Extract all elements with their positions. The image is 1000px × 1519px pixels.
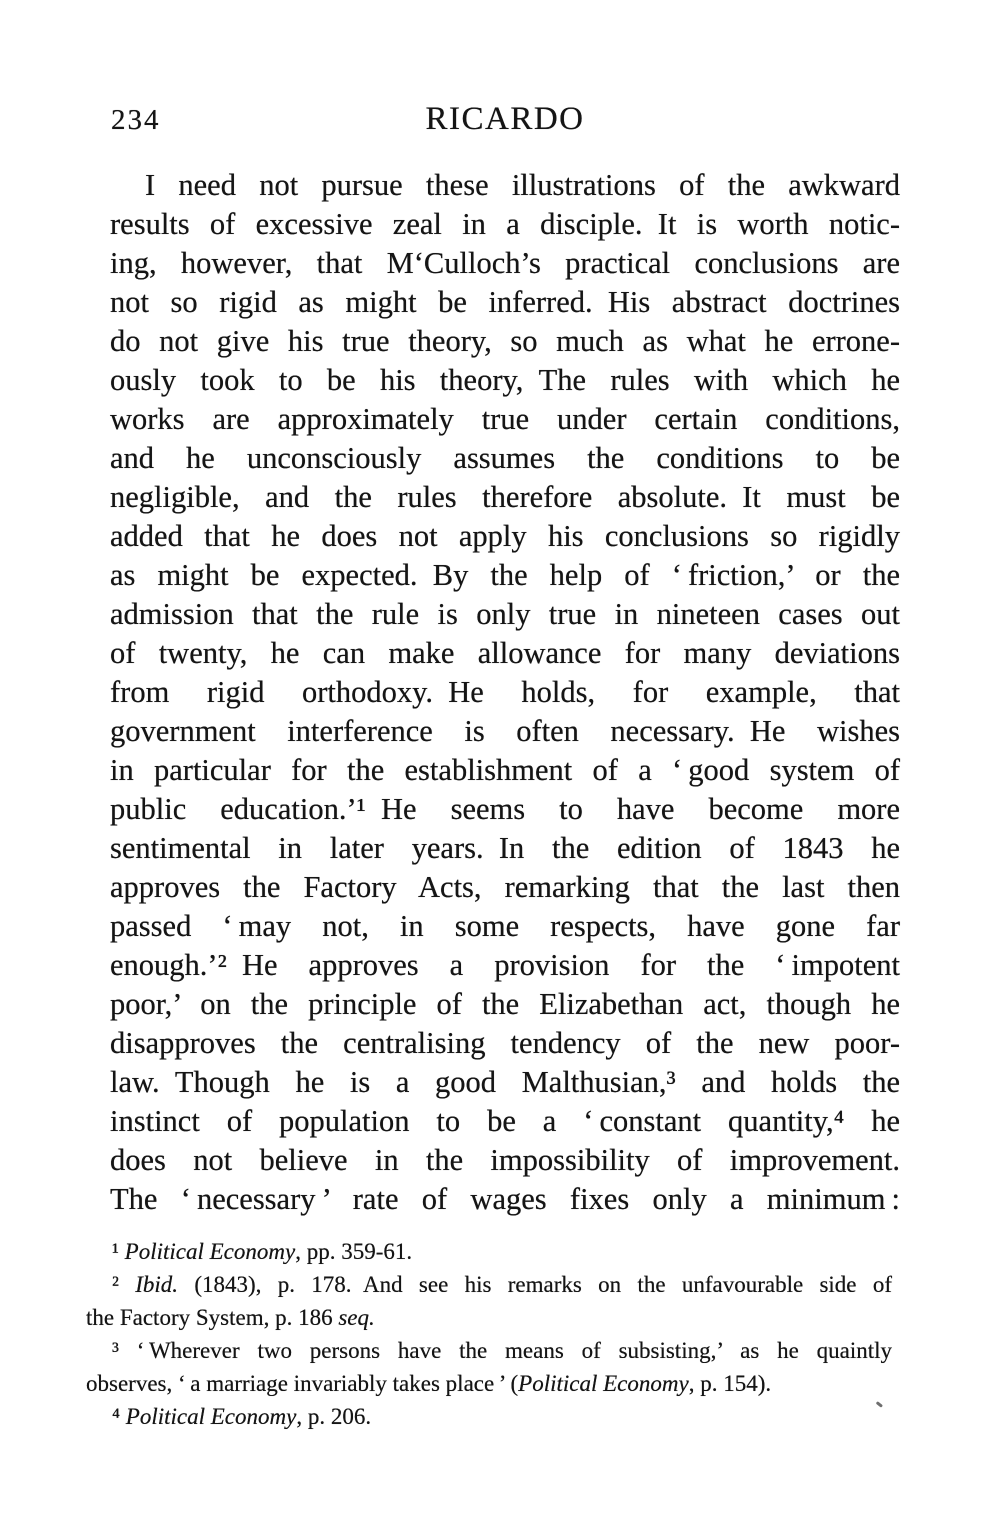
body-line: and he unconsciously assumes the conditions to be	[110, 441, 900, 475]
body-line: ously took to be his theory, The rules with which he	[110, 363, 900, 397]
body-line: in particular for the establishment of a ‘ good system of	[110, 753, 900, 787]
body-line: law. Though he is a good Malthusian,³ and holds the	[110, 1065, 900, 1099]
body-line: ing, however, that M‘Culloch’s practical conclusions are	[110, 246, 900, 280]
footnote-line	[86, 1367, 892, 1400]
body-line: works are approximately true under certain conditions,	[110, 402, 900, 436]
body-line: not so rigid as might be inferred. His abstract doctrines	[110, 285, 900, 319]
body-line: poor,’ on the principle of the Elizabethan act, though he	[110, 987, 900, 1021]
footnote-line	[86, 1301, 892, 1334]
body-line: government interference is often necessary. He wishes	[110, 714, 900, 748]
footnote-line	[86, 1235, 892, 1268]
body-line: does not believe in the impossibility of improvement.	[110, 1143, 900, 1177]
footnote-text: , pp. 359-61.	[295, 1239, 413, 1264]
body-line: from rigid orthodoxy. He holds, for example, that	[110, 675, 900, 709]
body-line: results of excessive zeal in a disciple. It is worth notic-	[110, 207, 900, 241]
footnote-line	[86, 1334, 892, 1367]
footnotes	[86, 1235, 892, 1433]
footnote-line	[86, 1268, 892, 1301]
footnote-text: ³ ‘ Wherever two persons have the means of subsisting,’ as he quaintly	[112, 1338, 892, 1363]
body-line: I need not pursue these illustrations of the awkward	[145, 168, 900, 202]
body-line: disapproves the centralising tendency of the new poor-	[110, 1026, 900, 1060]
body-line: as might be expected. By the help of ‘ friction,’ or the	[110, 558, 900, 592]
body-line: public education.’¹ He seems to have become more	[110, 792, 900, 826]
body-line: passed ‘ may not, in some respects, have gone far	[110, 909, 900, 943]
body-line: instinct of population to be a ‘ constant quantity,⁴ he	[110, 1104, 900, 1138]
body-line: sentimental in later years. In the edition of 1843 he	[110, 831, 900, 865]
body-line: admission that the rule is only true in nineteen cases out	[110, 597, 900, 631]
body-line: do not give his true theory, so much as what he errone-	[110, 324, 900, 358]
footnote-italic-text: Ibid.	[135, 1272, 179, 1297]
body-line: approves the Factory Acts, remarking that the last then	[110, 870, 900, 904]
body-line: enough.’² He approves a provision for the ‘ impotent	[110, 948, 900, 982]
page-number: 234	[111, 104, 161, 136]
footnote-text: ¹	[112, 1239, 125, 1264]
body-line: The ‘ necessary ’ rate of wages fixes only a minimum :	[110, 1182, 900, 1216]
footnote-text: , p. 206.	[296, 1404, 372, 1429]
footnote-text: observes, ‘ a marriage invariably takes place ’ (	[86, 1371, 519, 1396]
body-text	[110, 166, 900, 1219]
footnote-italic-text: seq.	[338, 1305, 375, 1330]
body-line: negligible, and the rules therefore absolute. It must be	[110, 480, 900, 514]
footnote-text: , p. 154).	[688, 1371, 772, 1396]
footnote-italic-text: Political Economy	[124, 1239, 296, 1264]
running-head-title: RICARDO	[425, 101, 585, 137]
footnote-text: the Factory System, p. 186	[86, 1305, 339, 1330]
body-line: of twenty, he can make allowance for many deviations	[110, 636, 900, 670]
body-line: added that he does not apply his conclusions so rigidly	[110, 519, 900, 553]
footnote-line	[86, 1400, 892, 1433]
footnote-italic-text: Political Economy	[125, 1404, 297, 1429]
footnote-text: (1843), p. 178. And see his remarks on the unfavourable side of	[178, 1272, 892, 1297]
footnote-italic-text: Political Economy	[518, 1371, 689, 1396]
footnote-text: ²	[112, 1272, 136, 1297]
footnote-text: ⁴	[112, 1404, 126, 1429]
